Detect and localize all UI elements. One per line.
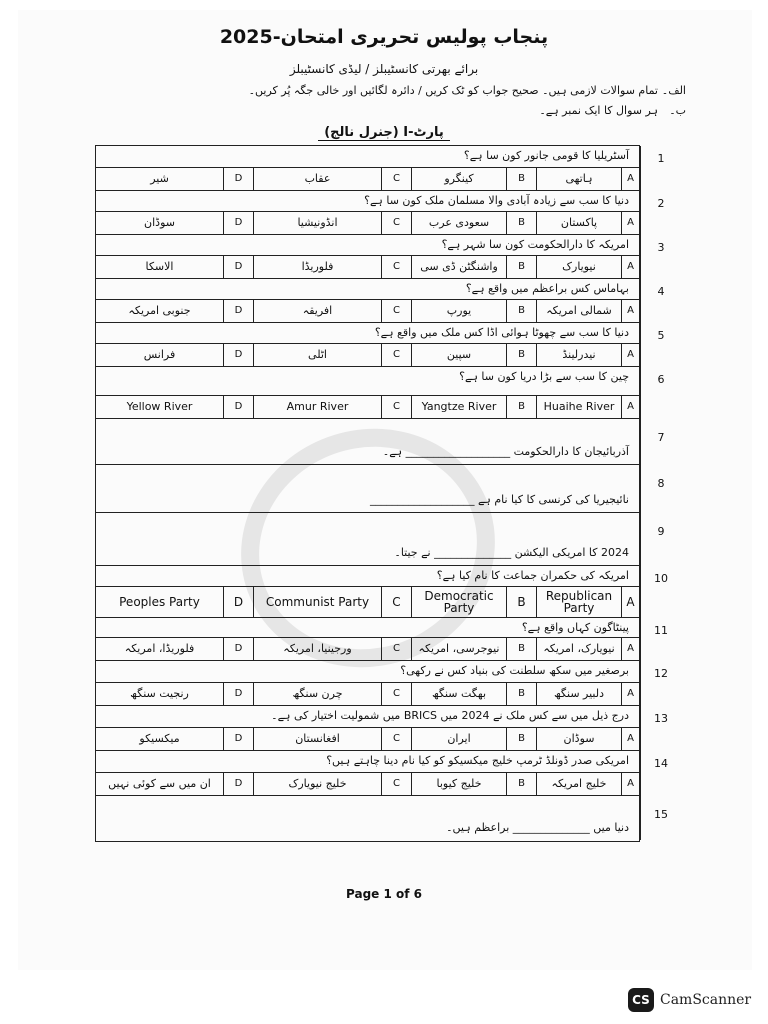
camscanner-label: CamScanner [660,992,752,1008]
option-letter-b[interactable]: B [506,773,536,795]
question-row [96,146,665,191]
options-row [96,255,639,278]
question-row [96,566,668,618]
question-number: 6 [657,373,665,386]
option-a[interactable]: Republican Party [536,587,621,617]
option-letter-c[interactable]: C [381,256,411,278]
question-row [96,751,668,796]
question-text: برصغیر میں سکھ سلطنت کی بنیاد کس نے رکھی؟ [400,664,629,677]
question-number: 14 [654,757,668,770]
instruction-b: ہر سوال کا ایک نمبر ہے۔ [539,104,658,117]
options-row [96,395,639,418]
option-letter-c[interactable]: C [381,638,411,660]
question-row [96,465,665,513]
option-d[interactable]: میکسیکو [139,732,180,745]
option-letter-c[interactable]: C [381,396,411,418]
exam-title: پنجاب پولیس تحریری امتحان-2025 [219,26,549,48]
option-letter-a[interactable]: A [621,396,639,418]
option-letter-a[interactable]: A [621,638,639,660]
option-b[interactable]: Democratic Party [411,587,506,617]
question-row [96,419,665,465]
option-letter-b[interactable]: B [506,587,536,617]
options-row [96,586,639,617]
option-c[interactable]: اٹلی [253,344,381,366]
option-letter-d[interactable]: D [223,638,253,660]
option-a[interactable]: خلیج امریکہ [536,773,621,795]
option-a[interactable]: نیویارک [536,256,621,278]
option-letter-d[interactable]: D [223,300,253,322]
question-row [96,661,668,706]
question-number: 13 [654,712,668,725]
option-d[interactable]: الاسکا [145,260,174,273]
question-row [96,279,665,323]
question-number: 7 [657,431,665,444]
option-letter-d[interactable]: D [223,728,253,750]
question-text: پینٹاگون کہاں واقع ہے؟ [521,621,629,634]
option-d[interactable]: ان میں سے کوئی نہیں [108,777,211,790]
option-letter-d[interactable]: D [223,168,253,190]
option-letter-b[interactable]: B [506,212,536,234]
option-letter-b[interactable]: B [506,683,536,705]
option-a[interactable]: سوڈان [536,728,621,750]
option-letter-c[interactable]: C [381,344,411,366]
option-letter-c[interactable]: C [381,683,411,705]
option-letter-a[interactable]: A [621,728,639,750]
option-a[interactable]: ہاتھی [536,168,621,190]
option-letter-a[interactable]: A [621,344,639,366]
option-letter-a[interactable]: A [621,683,639,705]
question-number: 9 [657,525,665,538]
camscanner-logo-icon: CS [628,988,654,1012]
option-c[interactable]: فلوریڈا [253,256,381,278]
option-c[interactable]: ورجینیا، امریکہ [253,638,381,660]
option-letter-d[interactable]: D [223,344,253,366]
option-d[interactable]: فلوریڈا، امریکہ [124,642,195,655]
option-b[interactable]: سپین [411,344,506,366]
option-b[interactable]: خلیج کیوبا [411,773,506,795]
option-b[interactable]: Yangtze River [411,396,506,418]
option-letter-a[interactable]: A [621,168,639,190]
question-table [95,145,668,842]
option-c[interactable]: عقاب [253,168,381,190]
option-b[interactable]: بھگت سنگھ [411,683,506,705]
question-text: درج ذیل میں سے کس ملک نے 2024 میں BRICS میں شمولیت اختیار کی ہے۔ [271,709,629,722]
question-number: 15 [654,808,668,821]
option-letter-b[interactable]: B [506,256,536,278]
option-letter-a[interactable]: A [621,256,639,278]
question-text: دنیا کا سب سے چھوٹا ہوائی اڈا کس ملک میں واقع ہے؟ [374,326,629,339]
option-d[interactable]: شیر [150,172,169,185]
camscanner-watermark [628,988,751,1012]
option-c[interactable]: افغانستان [253,728,381,750]
part-heading: پارٹ-I (جنرل نالج) [0,125,768,140]
option-letter-a[interactable]: A [621,773,639,795]
question-text: امریکی صدر ڈونلڈ ٹرمپ خلیج میکسیکو کو کیا نام دینا چاہتے ہیں؟ [326,754,629,767]
question-row [96,513,665,566]
question-text: دنیا کا سب سے زیادہ آبادی والا مسلمان ملک کون سا ہے؟ [364,194,629,207]
question-text: 2024 کا امریکی الیکشن ______________ نے جیتا۔ [394,546,629,559]
question-text: چین کا سب سے بڑا دریا کون سا ہے؟ [459,370,629,383]
option-c[interactable]: Communist Party [253,587,381,617]
question-text: امریکہ کا دارالحکومت کون سا شہر ہے؟ [441,238,629,251]
option-a[interactable]: دلبیر سنگھ [536,683,621,705]
question-row [96,796,668,840]
option-letter-a[interactable]: A [621,212,639,234]
options-row [96,343,639,366]
option-letter-d[interactable]: D [223,396,253,418]
question-row [96,618,668,661]
option-c[interactable]: خلیج نیویارک [253,773,381,795]
option-letter-a[interactable]: A [621,587,639,617]
question-row [96,367,665,419]
option-c[interactable]: افریقہ [253,300,381,322]
question-row [96,706,668,751]
option-a[interactable]: نیدرلینڈ [536,344,621,366]
instruction-label-b: ب۔ [669,104,686,117]
option-letter-c[interactable]: C [381,300,411,322]
question-row [96,323,665,367]
option-c[interactable]: انڈونیشیا [253,212,381,234]
option-b[interactable]: کینگرو [411,168,506,190]
question-number: 2 [657,197,665,210]
option-d[interactable]: Peoples Party [119,595,200,609]
instruction-label-a: الف۔ [661,84,686,97]
option-letter-b[interactable]: B [506,638,536,660]
option-c[interactable]: چرن سنگھ [253,683,381,705]
option-a[interactable]: شمالی امریکہ [536,300,621,322]
question-row [96,191,665,235]
option-letter-b[interactable]: B [506,344,536,366]
option-letter-d[interactable]: D [223,587,253,617]
option-letter-c[interactable]: C [381,212,411,234]
option-b[interactable]: ایران [411,728,506,750]
option-d[interactable]: جنوبی امریکہ [128,304,191,317]
question-text: آسٹریلیا کا قومی جانور کون سا ہے؟ [463,149,629,162]
option-letter-d[interactable]: D [223,256,253,278]
option-b[interactable]: نیوجرسی، امریکہ [411,638,506,660]
question-number: 3 [657,241,665,254]
question-number: 11 [654,624,668,637]
option-letter-d[interactable]: D [223,683,253,705]
instruction-a: تمام سوالات لازمی ہیں۔ صحیح جواب کو ٹک کریں / دائرہ لگائیں اور خالی جگہ پُر کریں۔ [248,84,658,97]
question-text: بہاماس کس براعظم میں واقع ہے؟ [465,282,629,295]
option-letter-d[interactable]: D [223,212,253,234]
question-text: آذربائیجان کا دارالحکومت ___________________ ہے۔ [382,445,629,458]
option-a[interactable]: پاکستان [536,212,621,234]
options-row [96,299,639,322]
option-d[interactable]: سوڈان [144,216,175,229]
option-a[interactable]: نیویارک، امریکہ [536,638,621,660]
option-d[interactable]: Yellow River [126,400,193,413]
option-d[interactable]: رنجیت سنگھ [130,687,189,700]
options-row [96,727,639,750]
question-number: 5 [657,329,665,342]
options-row [96,167,639,190]
option-letter-d[interactable]: D [223,773,253,795]
options-row [96,637,639,660]
option-letter-b[interactable]: B [506,728,536,750]
question-number: 12 [654,667,668,680]
page-number: Page 1 of 6 [346,887,422,901]
question-number: 10 [654,572,668,585]
option-letter-a[interactable]: A [621,300,639,322]
option-letter-b[interactable]: B [506,300,536,322]
option-b[interactable]: سعودی عرب [411,212,506,234]
option-letter-b[interactable]: B [506,168,536,190]
option-d[interactable]: فرانس [143,348,176,361]
options-row [96,772,639,795]
question-row [96,235,665,279]
question-number: 1 [657,152,665,165]
option-b[interactable]: یورپ [411,300,506,322]
question-number: 8 [657,477,665,490]
option-c[interactable]: Amur River [253,396,381,418]
option-letter-c[interactable]: C [381,728,411,750]
option-letter-b[interactable]: B [506,396,536,418]
option-letter-c[interactable]: C [381,168,411,190]
option-a[interactable]: Huaihe River [536,396,621,418]
question-text: نائیجیریا کی کرنسی کا کیا نام ہے ___________________ [369,493,629,506]
option-b[interactable]: واشنگٹن ڈی سی [411,256,506,278]
question-text: امریکہ کی حکمران جماعت کا نام کیا ہے؟ [436,569,629,582]
question-number: 4 [657,285,665,298]
option-letter-c[interactable]: C [381,773,411,795]
options-row [96,211,639,234]
option-letter-c[interactable]: C [381,587,411,617]
exam-subtitle: برائے بھرتی کانسٹیبلز / لیڈی کانسٹیبلز [289,62,479,76]
options-row [96,682,639,705]
question-text: دنیا میں ______________ براعظم ہیں۔ [446,821,629,834]
